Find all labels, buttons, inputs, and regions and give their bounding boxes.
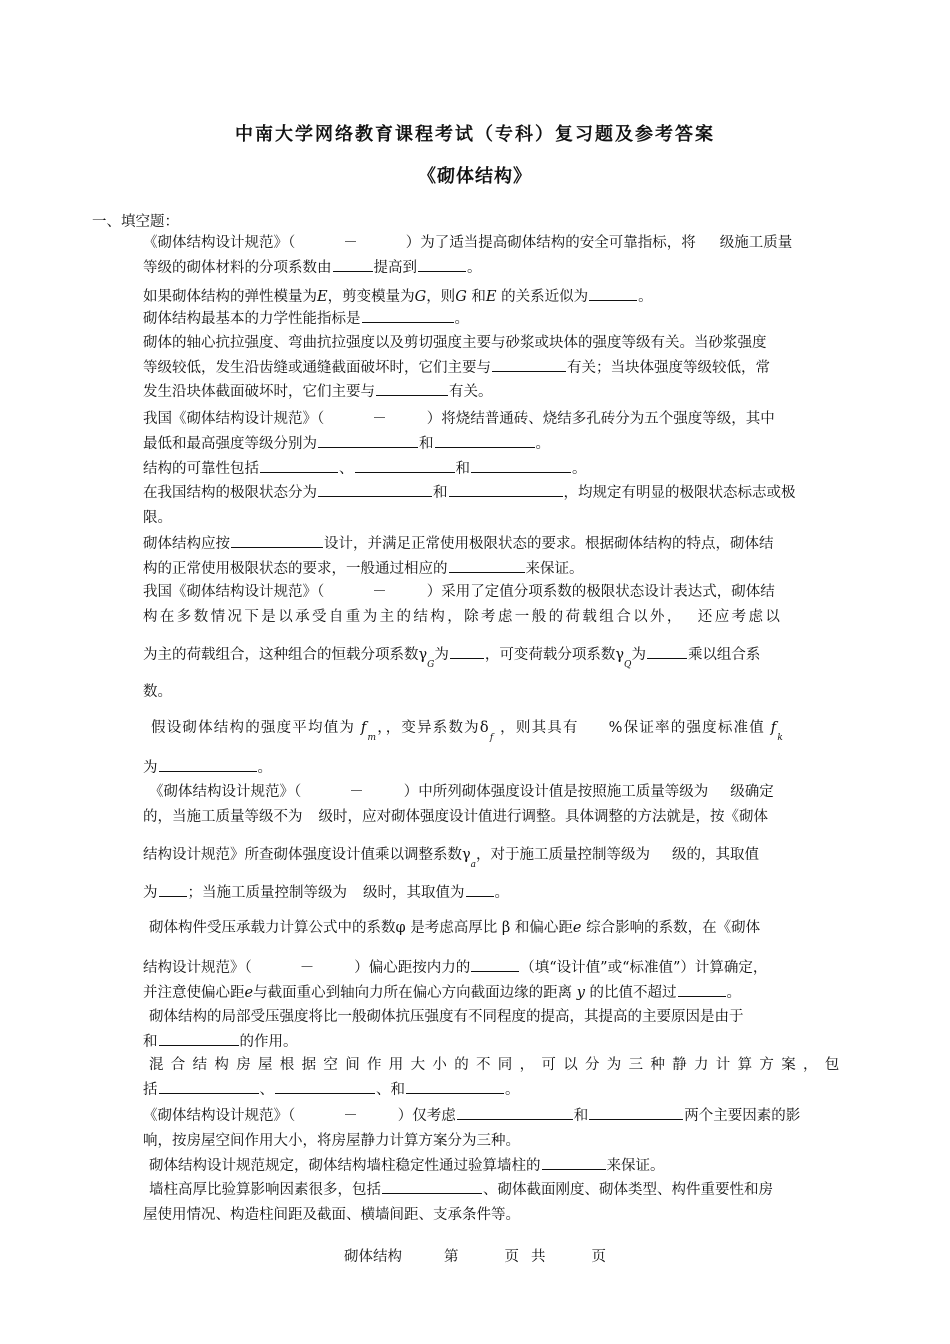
question-11-formula: 结构设计规范》所查砌体强度设计值乘以调整系数$\gamma_a$，对于施工质量控制等级为 级的，其取值 <box>143 847 760 870</box>
question-5: 我国《砌体结构设计规范》（ － ）将烧结普通砖、烧结多孔砖分为五个强度等级，其中 最低和最高强度等级分别为 和 。 <box>143 411 775 452</box>
blank <box>678 982 726 997</box>
blank <box>449 482 563 497</box>
question-6: 结构的可靠性包括 、 和 。 <box>143 457 865 482</box>
question-15: 《砌体结构设计规范》（ － ）仅考虑 和 两个主要因素的影 响，按房屋空间作用大小，将房屋静力计算方案分为三种。 <box>143 1104 865 1153</box>
blank <box>457 1105 573 1120</box>
question-9-end: 数。 <box>143 684 172 700</box>
blank <box>406 1079 504 1094</box>
question-1: 《砌体结构设计规范》（ － ）为了适当提高砌体结构的安全可靠指标，将 级施工质量 等级的砌体材料的分项系数由 提高到 。 <box>143 235 793 276</box>
blank <box>275 1079 375 1094</box>
question-9: 我国《砌体结构设计规范》（ － ）采用了定值分项系数的极限状态设计表达式，砌体结 构在多数情况下是以承受自重为主的结构，除考虑一般的荷载组合以外， 还应考虑以 <box>143 584 783 625</box>
blank <box>159 1031 239 1046</box>
document-subtitle: 《砌体结构》 <box>418 166 532 187</box>
blank <box>449 558 525 573</box>
blank <box>355 458 455 473</box>
question-14: 混合结构房屋根据空间作用大小的不同，可以分为三种静力计算方案，包 括 、 、和 。 <box>143 1057 847 1098</box>
document-title: 中南大学网络教育课程考试（专科）复习题及参考答案 <box>235 124 715 145</box>
blank <box>492 357 566 372</box>
blank <box>231 533 323 548</box>
blank <box>382 1179 482 1194</box>
blank <box>376 381 448 396</box>
question-16: 砌体结构设计规范规定，砌体结构墙柱稳定性通过验算墙柱的 来保证。 <box>143 1154 865 1179</box>
blank <box>159 1079 259 1094</box>
blank <box>318 482 432 497</box>
blank <box>450 644 484 659</box>
blank <box>418 257 466 272</box>
blank <box>318 433 418 448</box>
question-4: 砌体的轴心抗拉强度、弯曲抗拉强度以及剪切强度主要与砂浆或块体的强度等级有关。当砂浆强度 等级较低，发生沿齿缝或通缝截面破坏时，它们主要与 有关；当块体强度等级较低，常 发生沿块体截面破坏时，它们主要与 有关。 <box>143 335 770 400</box>
blank <box>435 433 535 448</box>
question-10: 假设砌体结构的强度平均值为 $f_m$，，变异系数为$\delta_f$ ，则其具有 %保证率的强度标准值 $f_k$ <box>151 720 784 743</box>
blank <box>333 257 373 272</box>
question-11-end: 为 ；当施工质量控制等级为 级时，其取值为 。 <box>143 881 865 906</box>
question-2: 如果砌体结构的弹性模量为E，剪变模量为G，则G 和E 的关系近似为 。 <box>143 285 865 310</box>
blank <box>589 286 637 301</box>
blank <box>471 957 519 972</box>
blank <box>159 757 257 772</box>
question-8: 砌体结构应按 设计，并满足正常使用极限状态的要求。根据砌体结构的特点，砌体结 构的正常使用极限状态的要求，一般通过相应的 来保证。 <box>143 532 865 581</box>
question-12-b: 结构设计规范》（ － ）偏心距按内力的 （填“设计值”或“标准值”）计算确定， 并注意使偏心距e与截面重心到轴向力所在偏心方向截面边缘的距离 y 的比值不超过 。 <box>143 956 865 1005</box>
section-heading: 一、填空题： <box>92 214 179 230</box>
question-12: 砌体构件受压承载力计算公式中的系数φ 是考虑高厚比 β 和偏心距e 综合影响的系数，在《砌体 <box>149 920 761 936</box>
question-17: 墙柱高厚比验算影响因素很多，包括 、砌体截面刚度、砌体类型、构件重要性和房 屋使用情况、构造柱间距及截面、横墙间距、支承条件等。 <box>143 1178 865 1227</box>
blank <box>589 1105 683 1120</box>
blank <box>159 882 187 897</box>
question-9-formula: 为主的荷载组合，这种组合的恒载分项系数$\gamma_G$为 ，可变荷载分项系数$\gamma_Q$为 乘以组合系 <box>143 643 865 678</box>
blank <box>471 458 571 473</box>
page-footer: 砌体结构 第 页 共 页 <box>344 1249 606 1265</box>
blank <box>362 308 454 323</box>
question-10-end: 为 。 <box>143 756 865 781</box>
question-11: 《砌体结构设计规范》（ － ）中所列砌体强度设计值是按照施工质量等级为 级确定 的，当施工质量等级不为 级时，应对砌体强度设计值进行调整。具体调整的方法就是，按《砌体 <box>143 784 774 825</box>
blank <box>260 458 338 473</box>
question-3: 砌体结构最基本的力学性能指标是 。 <box>143 307 865 332</box>
question-7: 在我国结构的极限状态分为 和 ，均规定有明显的极限状态标志或极 限。 <box>143 481 865 530</box>
blank <box>542 1155 606 1170</box>
question-13: 砌体结构的局部受压强度将比一般砌体抗压强度有不同程度的提高，其提高的主要原因是由于 和 的作用。 <box>143 1009 744 1050</box>
blank <box>466 882 494 897</box>
blank <box>647 644 687 659</box>
